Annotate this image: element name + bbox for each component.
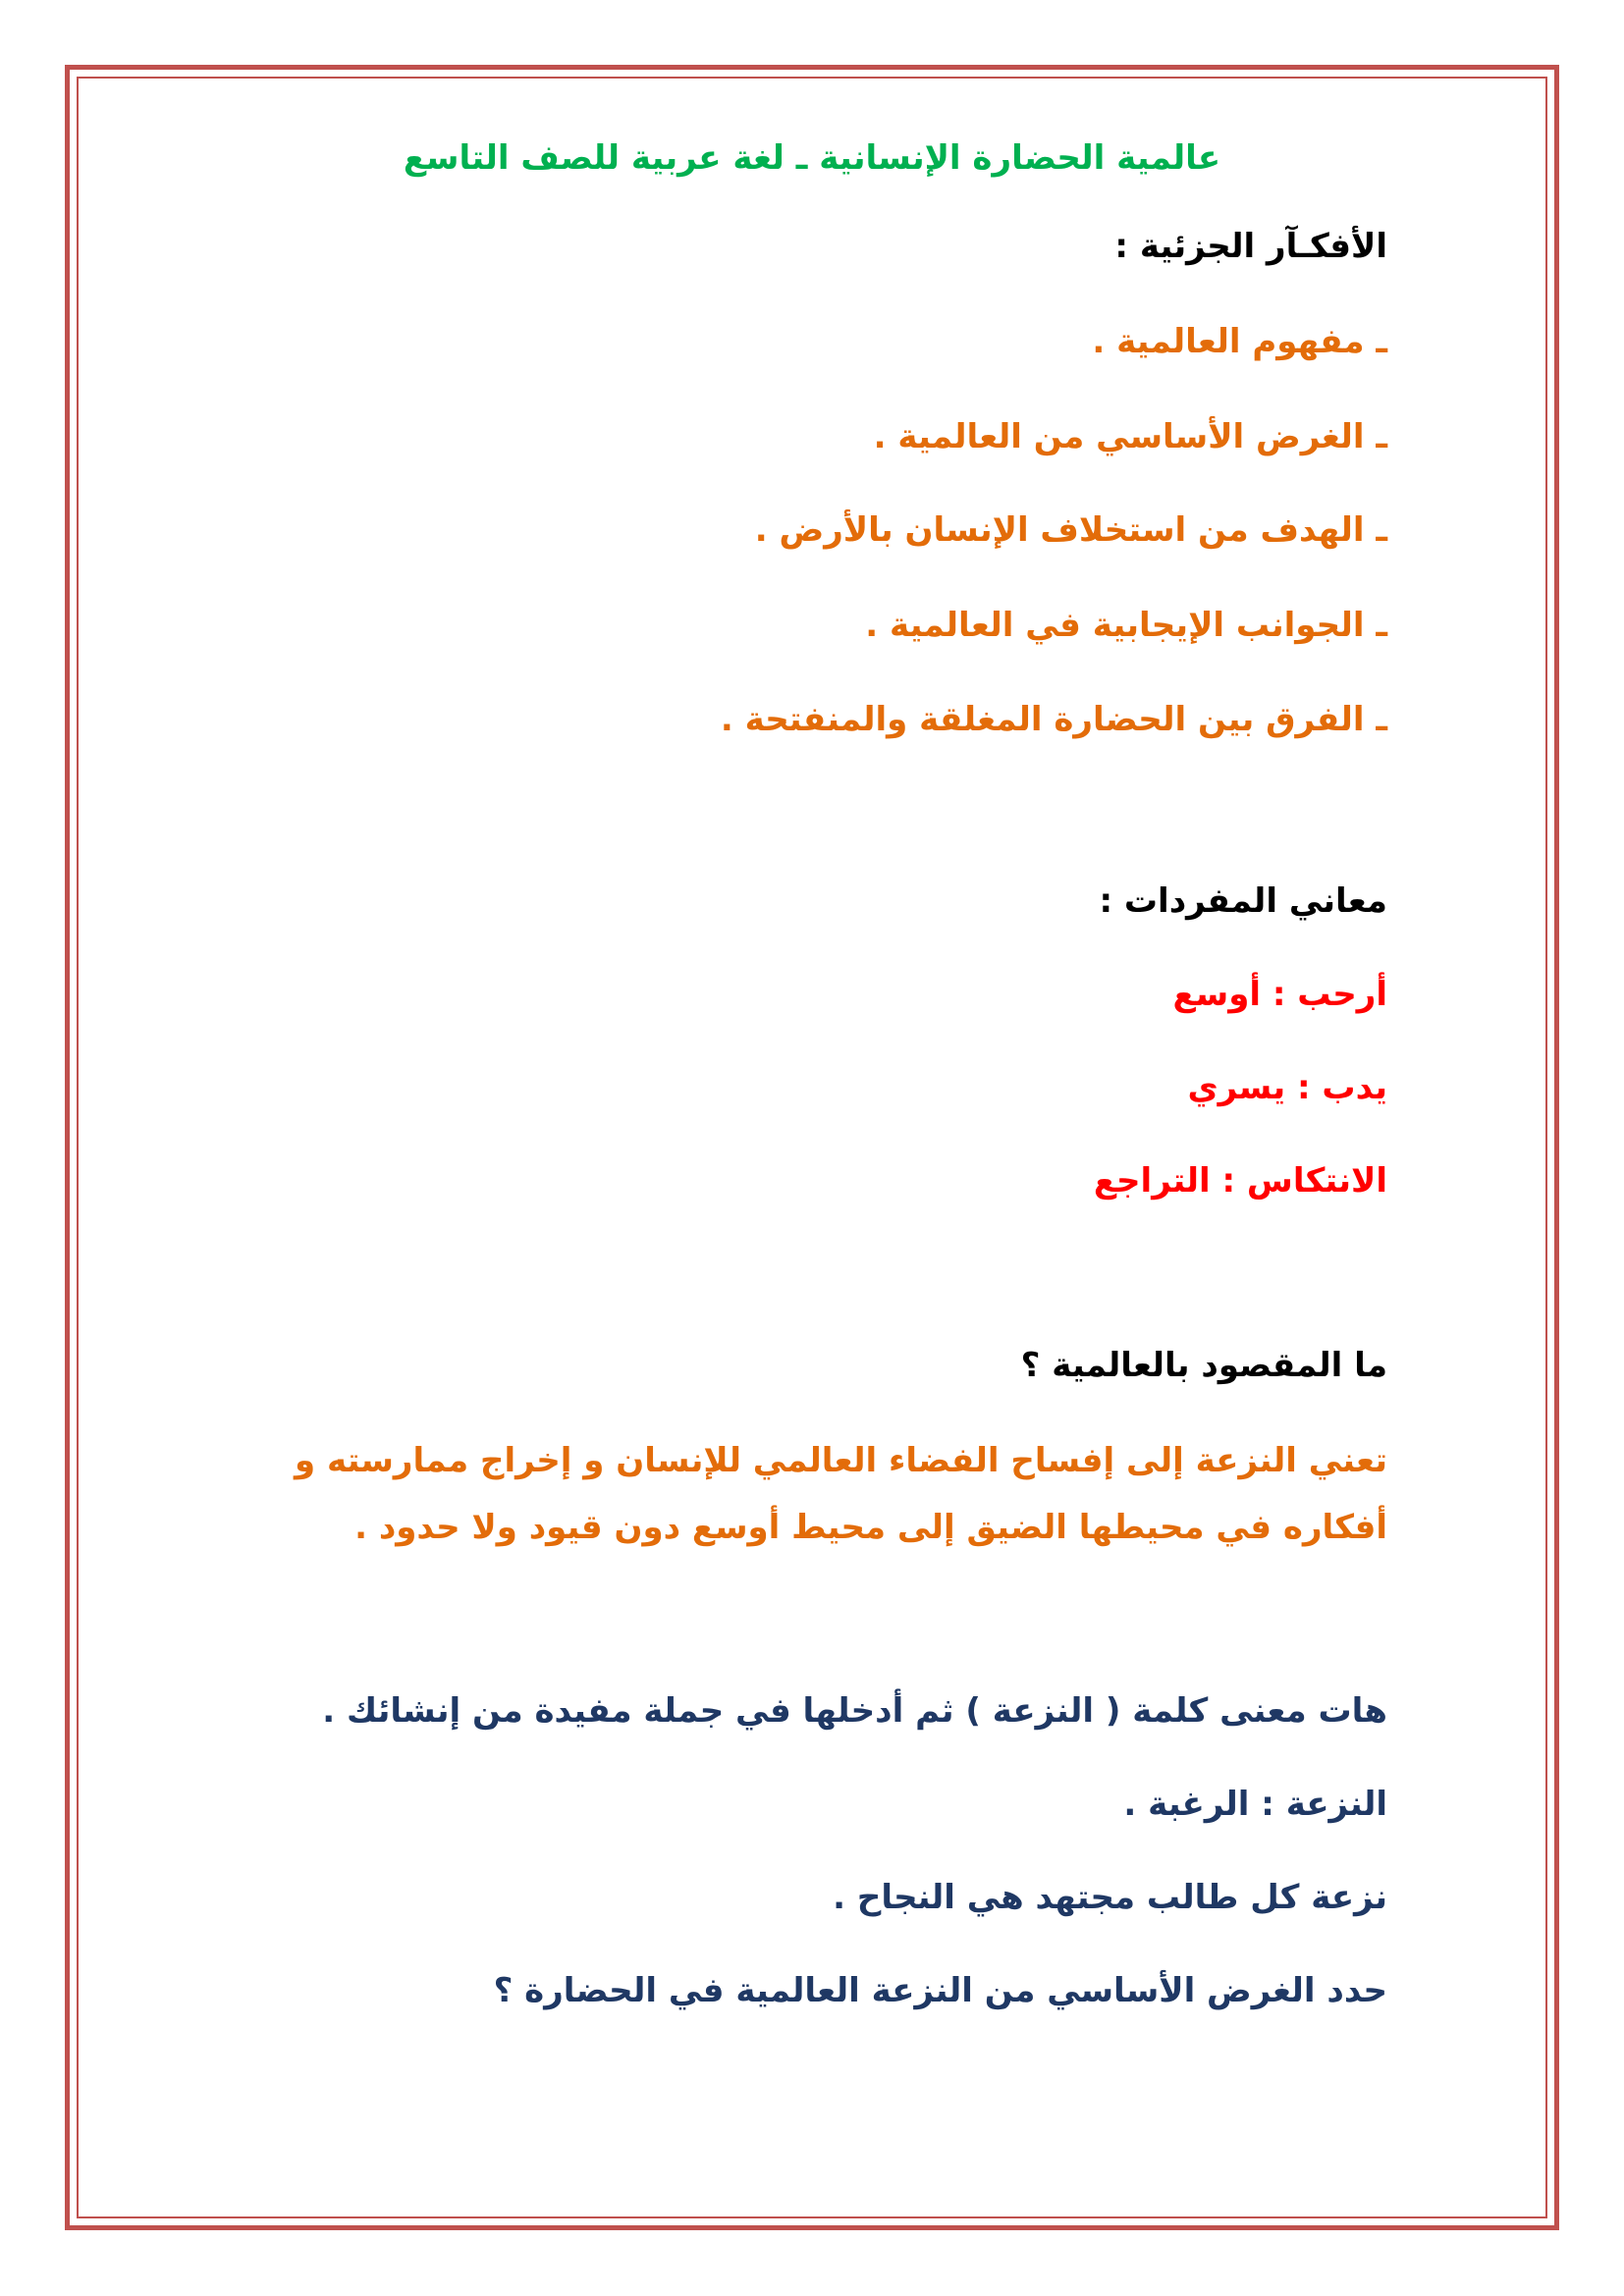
idea-item: ـ الهدف من استخلاف الإنسان بالأرض . xyxy=(754,510,1387,550)
vocab-item: أرحب : أوسع xyxy=(1172,975,1387,1014)
answer-text: نزعة كل طالب مجتهد هي النجاح . xyxy=(833,1878,1387,1917)
vocab-heading: معاني المفردات : xyxy=(1099,881,1387,921)
answer-text: النزعة : الرغبة . xyxy=(1123,1785,1387,1824)
idea-item: ـ الفرق بين الحضارة المغلقة والمنفتحة . xyxy=(720,700,1387,739)
vocab-item: الانتكاس : التراجع xyxy=(1093,1161,1387,1201)
question-text: حدد الغرض الأساسي من النزعة العالمية في الحضارة ؟ xyxy=(493,1971,1387,2010)
question-text: هات معنى كلمة ( النزعة ) ثم أدخلها في جملة مفيدة من إنشائك . xyxy=(322,1691,1387,1731)
idea-item: ـ مفهوم العالمية . xyxy=(1092,322,1387,361)
question-text: ما المقصود بالعالمية ؟ xyxy=(1020,1346,1387,1385)
ideas-heading: الأفكـآر الجزئية : xyxy=(1114,227,1387,266)
vocab-item: يدب : يسري xyxy=(1187,1068,1387,1107)
idea-item: ـ الجوانب الإيجابية في العالمية . xyxy=(865,606,1387,645)
page-title: عالمية الحضارة الإنسانية ـ لغة عربية للصف التاسع xyxy=(403,138,1221,178)
idea-item: ـ الغرض الأساسي من العالمية . xyxy=(873,417,1387,456)
answer-text: تعني النزعة إلى إفساح الفضاء العالمي للإنسان و إخراج ممارسته و xyxy=(295,1441,1387,1480)
answer-text: أفكاره في محيطها الضيق إلى محيط أوسع دون قيود ولا حدود . xyxy=(354,1508,1387,1547)
